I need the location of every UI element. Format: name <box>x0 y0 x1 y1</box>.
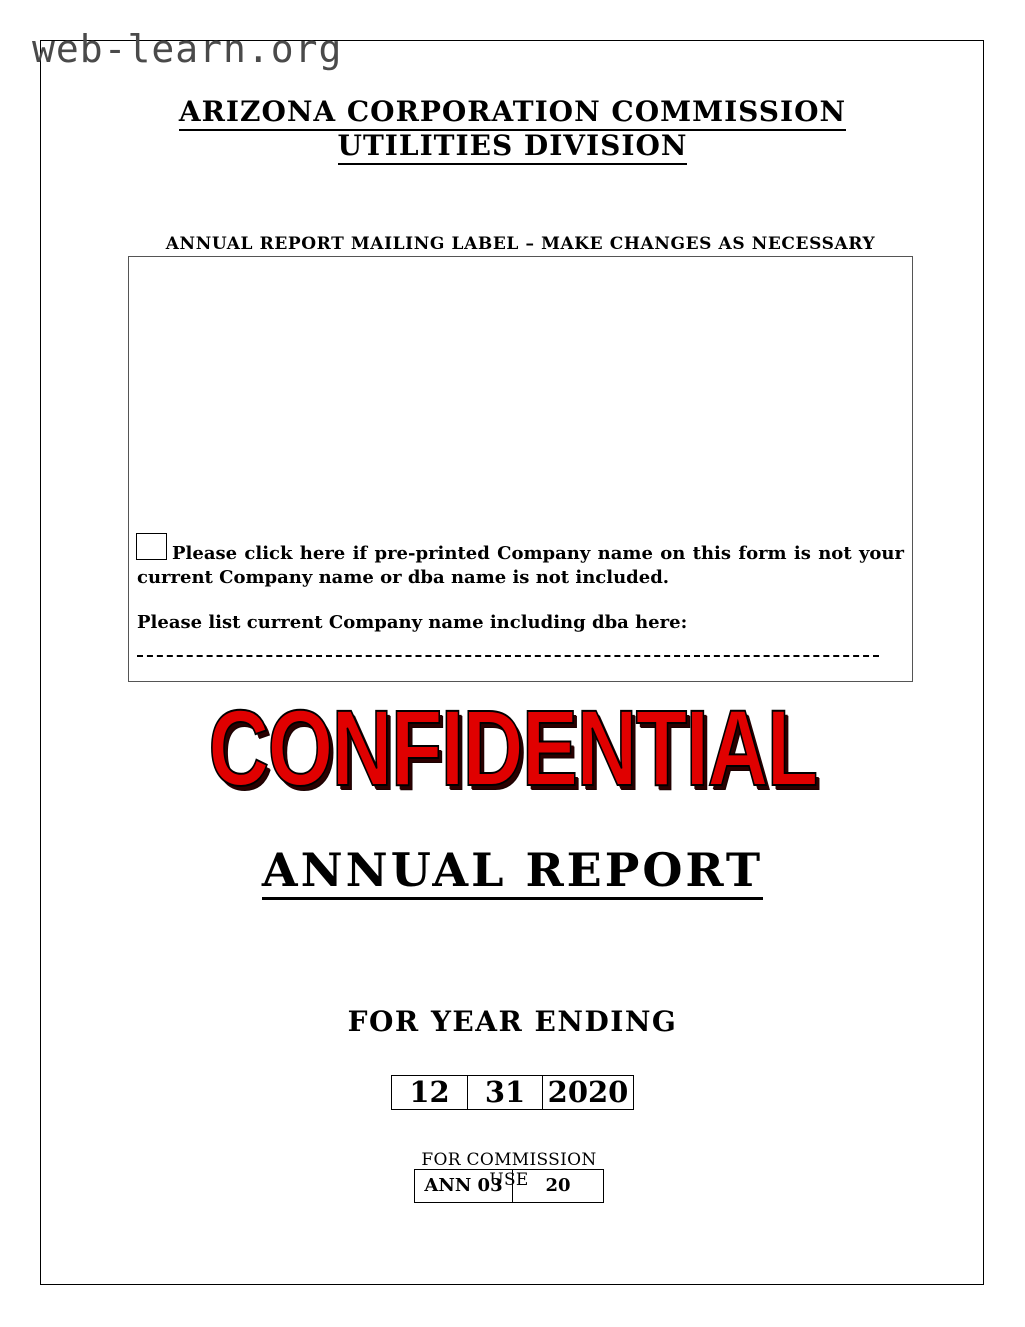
company-name-entry-line[interactable] <box>137 655 879 657</box>
commission-code-cell: ANN 03 <box>415 1170 513 1202</box>
report-title-text: ANNUAL REPORT <box>262 843 763 900</box>
commission-use-label: FOR COMMISSION USE <box>421 1150 597 1190</box>
year-ending-date <box>391 1075 634 1110</box>
confidential-stamp: CONFIDENTIAL <box>208 687 817 808</box>
header-title-line1 <box>0 95 1025 129</box>
date-day-field[interactable]: 31 <box>468 1076 543 1109</box>
header-title-line2-text: UTILITIES DIVISION <box>338 129 688 165</box>
date-year-field[interactable]: 2020 <box>547 1075 629 1109</box>
year-ending-label: FOR YEAR ENDING <box>347 1005 678 1038</box>
header-title-line2 <box>0 129 1025 163</box>
watermark: web-learn.org <box>32 27 343 71</box>
checkbox-notice-text: Please click here if pre-printed Company name on this form is not your current Company name or dba name is not included. <box>137 543 904 588</box>
date-month-field[interactable]: 12 <box>392 1076 468 1109</box>
report-title <box>0 842 1025 898</box>
mailing-label-caption: ANNUAL REPORT MAILING LABEL – MAKE CHANGES AS NECESSARY <box>165 234 876 254</box>
company-name-prompt: Please list current Company name including dba here: <box>137 612 688 633</box>
header-title-line1-text: ARIZONA CORPORATION COMMISSION <box>179 95 846 131</box>
commission-number-cell: 20 <box>545 1175 571 1196</box>
commission-use-boxes <box>414 1169 604 1203</box>
